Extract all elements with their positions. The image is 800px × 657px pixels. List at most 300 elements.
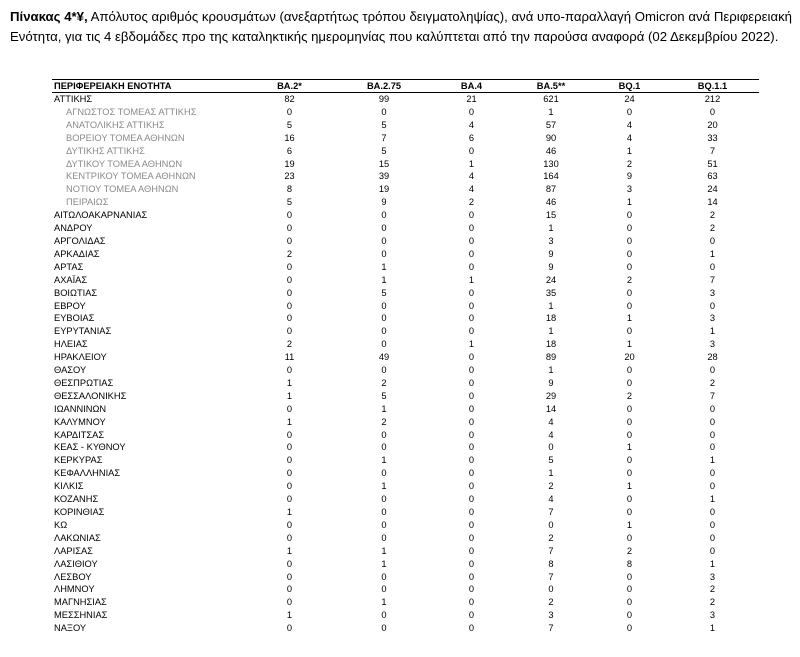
value-cell: 3 <box>709 571 716 582</box>
region-cell: ΚΕΡΚΥΡΑΣ <box>54 455 103 466</box>
region-cell: ΑΡΚΑΔΙΑΣ <box>54 248 100 259</box>
table-header <box>52 80 759 93</box>
region-cell: ΛΕΣΒΟΥ <box>54 571 92 582</box>
value-cell: 2 <box>548 532 554 543</box>
value-cell: 1 <box>286 507 293 517</box>
value-cell: 7 <box>548 545 554 556</box>
value-cell: 0 <box>468 545 475 556</box>
value-cell: 1 <box>709 248 716 259</box>
value-cell: 0 <box>709 442 716 453</box>
value-cell: 7 <box>548 507 554 517</box>
table-row <box>52 222 759 235</box>
value-cell: 0 <box>468 106 475 117</box>
value-cell: 14 <box>707 197 718 208</box>
value-cell: 4 <box>468 184 475 195</box>
value-cell: 0 <box>468 377 475 388</box>
value-cell: 8 <box>286 184 293 195</box>
header-ba275: BA.2.75 <box>334 80 434 93</box>
region-cell: ΛΑΚΩΝΙΑΣ <box>54 532 101 543</box>
value-cell: 0 <box>626 326 633 337</box>
value-cell: 0 <box>626 377 633 388</box>
table-row <box>52 261 759 274</box>
caption-label: Πίνακας 4*¥, <box>10 9 88 24</box>
value-cell: 0 <box>626 507 633 517</box>
region-cell: ΘΑΣΟΥ <box>54 365 87 376</box>
value-cell: 46 <box>545 197 557 208</box>
table-row <box>52 493 759 506</box>
value-cell: 1 <box>381 274 387 285</box>
value-cell: 18 <box>545 339 557 350</box>
value-cell: 1 <box>381 481 387 492</box>
value-cell: 0 <box>381 210 387 221</box>
value-cell: 20 <box>707 119 718 130</box>
value-cell: 8 <box>548 558 554 569</box>
value-cell: 0 <box>286 623 293 634</box>
value-cell: 1 <box>626 145 633 156</box>
value-cell: 0 <box>286 274 293 285</box>
value-cell: 9 <box>381 197 387 208</box>
region-cell: ΛΑΡΙΣΑΣ <box>54 545 93 556</box>
value-cell: 1 <box>381 403 387 414</box>
region-cell: ΚΟΖΑΝΗΣ <box>54 494 99 505</box>
value-cell: 0 <box>286 403 293 414</box>
value-cell: 5 <box>381 119 387 130</box>
table-row <box>52 300 759 313</box>
value-cell: 1 <box>548 326 554 337</box>
table-row <box>52 170 759 183</box>
value-cell: 2 <box>709 223 716 234</box>
value-cell: 3 <box>709 287 716 298</box>
table-row <box>52 519 759 532</box>
value-cell: 0 <box>709 261 716 272</box>
value-cell: 20 <box>624 352 635 363</box>
value-cell: 0 <box>381 365 387 376</box>
region-cell: ΚΕΦΑΛΛΗΝΙΑΣ <box>54 468 121 479</box>
region-cell: ΕΒΡΟΥ <box>54 300 86 311</box>
region-cell: ΛΑΣΙΘΙΟΥ <box>54 558 98 569</box>
value-cell: 1 <box>381 545 387 556</box>
table-row <box>52 196 759 209</box>
value-cell: 0 <box>626 416 633 427</box>
value-cell: 0 <box>468 481 475 492</box>
value-cell: 1 <box>286 545 293 556</box>
value-cell: 0 <box>548 519 554 530</box>
value-cell: 0 <box>381 623 387 634</box>
value-cell: 0 <box>286 468 293 479</box>
value-cell: 0 <box>468 610 475 621</box>
value-cell: 0 <box>286 584 293 595</box>
value-cell: 0 <box>626 455 633 466</box>
region-cell: ΝΟΤΙΟΥ ΤΟΜΕΑ ΑΘΗΝΩΝ <box>66 184 179 195</box>
value-cell: 8 <box>626 558 633 569</box>
value-cell: 5 <box>381 145 387 156</box>
value-cell: 6 <box>468 132 475 143</box>
region-cell: ΔΥΤΙΚΗΣ ΑΤΤΙΚΗΣ <box>66 145 145 156</box>
value-cell: 15 <box>545 210 557 221</box>
value-cell: 1 <box>626 197 633 208</box>
value-cell: 5 <box>548 455 554 466</box>
value-cell: 4 <box>548 494 554 505</box>
value-cell: 1 <box>709 623 716 634</box>
table-row <box>52 248 759 261</box>
value-cell: 63 <box>707 171 718 182</box>
value-cell: 0 <box>381 300 387 311</box>
value-cell: 0 <box>286 532 293 543</box>
table-row <box>52 312 759 325</box>
value-cell: 0 <box>286 597 293 608</box>
value-cell: 0 <box>468 597 475 608</box>
value-cell: 0 <box>381 326 387 337</box>
value-cell: 0 <box>626 261 633 272</box>
value-cell: 0 <box>709 507 716 517</box>
value-cell: 0 <box>286 365 293 376</box>
value-cell: 0 <box>626 571 633 582</box>
table-row <box>52 441 759 454</box>
value-cell: 0 <box>468 468 475 479</box>
header-bq1: BQ.1 <box>593 80 666 93</box>
table-row <box>52 235 759 248</box>
value-cell: 621 <box>543 94 559 104</box>
value-cell: 0 <box>468 558 475 569</box>
value-cell: 212 <box>704 94 721 104</box>
value-cell: 0 <box>626 235 633 246</box>
value-cell: 6 <box>286 145 293 156</box>
value-cell: 0 <box>381 429 387 440</box>
value-cell: 1 <box>381 261 387 272</box>
value-cell: 33 <box>707 132 718 143</box>
value-cell: 99 <box>378 94 390 104</box>
value-cell: 0 <box>626 106 633 117</box>
value-cell: 0 <box>468 507 475 517</box>
value-cell: 0 <box>709 545 716 556</box>
value-cell: 2 <box>709 210 716 221</box>
value-cell: 1 <box>381 558 387 569</box>
value-cell: 0 <box>381 519 387 530</box>
value-cell: 2 <box>626 390 633 401</box>
value-cell: 0 <box>468 390 475 401</box>
table-row <box>52 132 759 145</box>
value-cell: 0 <box>468 145 475 156</box>
value-cell: 3 <box>709 610 716 621</box>
value-cell: 1 <box>626 442 633 453</box>
value-cell: 0 <box>381 339 387 350</box>
value-cell: 0 <box>468 532 475 543</box>
value-cell: 16 <box>284 132 295 143</box>
value-cell: 5 <box>381 390 387 401</box>
value-cell: 1 <box>468 274 475 285</box>
value-cell: 87 <box>545 184 557 195</box>
table-row <box>52 183 759 196</box>
value-cell: 2 <box>626 158 633 169</box>
value-cell: 0 <box>468 326 475 337</box>
value-cell: 2 <box>709 377 716 388</box>
value-cell: 9 <box>548 261 554 272</box>
value-cell: 0 <box>626 300 633 311</box>
value-cell: 1 <box>548 365 554 376</box>
table-row <box>52 351 759 364</box>
region-cell: ΠΕΙΡΑΙΩΣ <box>66 197 109 208</box>
value-cell: 0 <box>468 210 475 221</box>
value-cell: 164 <box>543 171 559 182</box>
value-cell: 0 <box>286 223 293 234</box>
value-cell: 4 <box>626 132 633 143</box>
value-cell: 24 <box>624 94 635 104</box>
table-row <box>52 325 759 338</box>
value-cell: 0 <box>626 494 633 505</box>
value-cell: 0 <box>468 571 475 582</box>
value-cell: 1 <box>709 494 716 505</box>
value-cell: 0 <box>626 468 633 479</box>
value-cell: 0 <box>626 429 633 440</box>
value-cell: 0 <box>286 494 293 505</box>
table-row <box>52 622 759 635</box>
value-cell: 0 <box>468 235 475 246</box>
value-cell: 0 <box>626 287 633 298</box>
table-row <box>52 454 759 467</box>
value-cell: 0 <box>381 532 387 543</box>
table-row <box>52 596 759 609</box>
variant-cases-table <box>52 79 759 635</box>
value-cell: 24 <box>545 274 557 285</box>
table-row <box>52 609 759 622</box>
value-cell: 89 <box>545 352 557 363</box>
table-body <box>52 93 759 636</box>
value-cell: 0 <box>286 326 293 337</box>
header-ba5: BA.5** <box>509 80 593 93</box>
value-cell: 0 <box>468 287 475 298</box>
region-cell: ΚΩ <box>54 519 68 530</box>
value-cell: 0 <box>381 106 387 117</box>
table-row <box>52 338 759 351</box>
region-cell: ΚΙΛΚΙΣ <box>54 481 84 492</box>
value-cell: 4 <box>626 119 633 130</box>
value-cell: 0 <box>381 223 387 234</box>
table-caption <box>10 7 792 46</box>
value-cell: 0 <box>468 248 475 259</box>
value-cell: 2 <box>548 597 554 608</box>
header-ba2: BA.2* <box>245 80 334 93</box>
value-cell: 0 <box>286 313 293 324</box>
value-cell: 0 <box>381 313 387 324</box>
value-cell: 7 <box>709 274 716 285</box>
value-cell: 0 <box>286 235 293 246</box>
table-row <box>52 390 759 403</box>
region-cell: ΑΡΓΟΛΙΔΑΣ <box>54 235 106 246</box>
value-cell: 0 <box>709 532 716 543</box>
value-cell: 0 <box>286 287 293 298</box>
value-cell: 7 <box>548 623 554 634</box>
region-cell: ΑΡΤΑΣ <box>54 261 84 272</box>
value-cell: 19 <box>284 158 295 169</box>
region-cell: ΚΕΝΤΡΙΚΟΥ ΤΟΜΕΑ ΑΘΗΝΩΝ <box>66 171 196 182</box>
value-cell: 14 <box>545 403 557 414</box>
value-cell: 9 <box>548 377 554 388</box>
value-cell: 0 <box>709 106 716 117</box>
table-row <box>52 545 759 558</box>
value-cell: 0 <box>626 223 633 234</box>
value-cell: 0 <box>468 584 475 595</box>
table-row <box>52 119 759 132</box>
value-cell: 1 <box>709 558 716 569</box>
value-cell: 0 <box>468 313 475 324</box>
value-cell: 3 <box>709 339 716 350</box>
value-cell: 4 <box>548 416 554 427</box>
value-cell: 2 <box>709 597 716 608</box>
region-cell: ΚΑΡΔΙΤΣΑΣ <box>54 429 105 440</box>
value-cell: 0 <box>286 558 293 569</box>
value-cell: 0 <box>286 519 293 530</box>
value-cell: 0 <box>286 455 293 466</box>
value-cell: 90 <box>545 132 557 143</box>
value-cell: 0 <box>286 210 293 221</box>
value-cell: 0 <box>468 403 475 414</box>
table-row <box>52 287 759 300</box>
value-cell: 7 <box>709 145 716 156</box>
value-cell: 1 <box>286 377 293 388</box>
value-cell: 0 <box>381 468 387 479</box>
value-cell: 15 <box>378 158 390 169</box>
value-cell: 0 <box>709 429 716 440</box>
value-cell: 0 <box>626 584 633 595</box>
region-cell: ΑΝΔΡΟΥ <box>54 223 93 234</box>
value-cell: 0 <box>381 507 387 517</box>
region-cell: ΑΓΝΩΣΤΟΣ ΤΟΜΕΑΣ ΑΤΤΙΚΗΣ <box>66 106 197 117</box>
table-row <box>52 209 759 222</box>
value-cell: 39 <box>378 171 390 182</box>
value-cell: 0 <box>468 365 475 376</box>
value-cell: 1 <box>626 481 633 492</box>
value-cell: 29 <box>545 390 557 401</box>
value-cell: 0 <box>468 429 475 440</box>
region-cell: ΝΑΞΟΥ <box>54 623 87 634</box>
value-cell: 0 <box>286 571 293 582</box>
region-cell: ΒΟΙΩΤΙΑΣ <box>54 287 98 298</box>
value-cell: 0 <box>286 300 293 311</box>
value-cell: 2 <box>381 416 387 427</box>
value-cell: 9 <box>548 248 554 259</box>
value-cell: 0 <box>709 365 716 376</box>
region-cell: ΗΡΑΚΛΕΙΟΥ <box>54 352 107 363</box>
value-cell: 2 <box>626 274 633 285</box>
value-cell: 7 <box>709 390 716 401</box>
value-cell: 49 <box>378 352 390 363</box>
value-cell: 3 <box>709 313 716 324</box>
region-cell: ΘΕΣΠΡΩΤΙΑΣ <box>54 377 114 388</box>
value-cell: 5 <box>381 287 387 298</box>
header-bq11: BQ.1.1 <box>666 80 759 93</box>
value-cell: 1 <box>709 455 716 466</box>
value-cell: 0 <box>709 403 716 414</box>
table-row <box>52 558 759 571</box>
value-cell: 19 <box>378 184 390 195</box>
region-cell: ΑΧΑΪΑΣ <box>54 274 88 285</box>
value-cell: 2 <box>286 339 293 350</box>
value-cell: 2 <box>286 248 293 259</box>
value-cell: 0 <box>468 494 475 505</box>
value-cell: 0 <box>468 442 475 453</box>
value-cell: 4 <box>468 119 475 130</box>
value-cell: 21 <box>466 94 477 104</box>
header-ba4: BA.4 <box>434 80 509 93</box>
value-cell: 0 <box>548 584 554 595</box>
table-row <box>52 416 759 429</box>
value-cell: 1 <box>626 313 633 324</box>
value-cell: 9 <box>626 171 633 182</box>
value-cell: 2 <box>626 545 633 556</box>
table-row <box>52 145 759 158</box>
table-row <box>52 274 759 287</box>
value-cell: 0 <box>468 623 475 634</box>
value-cell: 1 <box>468 158 475 169</box>
table-row <box>52 571 759 584</box>
value-cell: 1 <box>548 468 554 479</box>
region-cell: ΔΥΤΙΚΟΥ ΤΟΜΕΑ ΑΘΗΝΩΝ <box>66 158 183 169</box>
region-cell: ΑΤΤΙΚΗΣ <box>54 94 93 104</box>
value-cell: 0 <box>626 248 633 259</box>
value-cell: 0 <box>626 610 633 621</box>
region-cell: ΘΕΣΣΑΛΟΝΙΚΗΣ <box>54 390 127 401</box>
value-cell: 4 <box>548 429 554 440</box>
value-cell: 0 <box>709 468 716 479</box>
value-cell: 2 <box>548 481 554 492</box>
value-cell: 0 <box>626 210 633 221</box>
table-row <box>52 583 759 596</box>
value-cell: 23 <box>284 171 295 182</box>
region-cell: ΜΑΓΝΗΣΙΑΣ <box>54 597 107 608</box>
value-cell: 0 <box>709 519 716 530</box>
region-cell: ΙΩΑΝΝΙΝΩΝ <box>54 403 107 414</box>
value-cell: 0 <box>381 584 387 595</box>
value-cell: 3 <box>626 184 633 195</box>
region-cell: ΚΑΛΥΜΝΟΥ <box>54 416 106 427</box>
table-row <box>52 364 759 377</box>
value-cell: 130 <box>543 158 559 169</box>
value-cell: 1 <box>381 455 387 466</box>
value-cell: 0 <box>468 455 475 466</box>
value-cell: 2 <box>468 197 475 208</box>
value-cell: 82 <box>284 94 295 104</box>
table-row <box>52 93 759 106</box>
region-cell: ΑΝΑΤΟΛΙΚΗΣ ΑΤΤΙΚΗΣ <box>66 119 165 130</box>
value-cell: 5 <box>286 197 293 208</box>
value-cell: 0 <box>709 481 716 492</box>
value-cell: 0 <box>286 429 293 440</box>
value-cell: 51 <box>707 158 718 169</box>
value-cell: 7 <box>381 132 387 143</box>
value-cell: 0 <box>468 519 475 530</box>
value-cell: 0 <box>286 106 293 117</box>
value-cell: 0 <box>381 571 387 582</box>
value-cell: 3 <box>548 235 554 246</box>
value-cell: 5 <box>286 119 293 130</box>
value-cell: 57 <box>545 119 557 130</box>
value-cell: 1 <box>626 519 633 530</box>
table-row <box>52 467 759 480</box>
region-cell: ΕΥΡΥΤΑΝΙΑΣ <box>54 326 112 337</box>
value-cell: 0 <box>381 235 387 246</box>
value-cell: 0 <box>626 532 633 543</box>
value-cell: 1 <box>286 390 293 401</box>
value-cell: 1 <box>548 300 554 311</box>
table-row <box>52 506 759 519</box>
value-cell: 1 <box>548 106 554 117</box>
value-cell: 0 <box>468 261 475 272</box>
value-cell: 0 <box>286 481 293 492</box>
table-row <box>52 106 759 119</box>
region-cell: ΛΗΜΝΟΥ <box>54 584 95 595</box>
value-cell: 0 <box>626 403 633 414</box>
value-cell: 28 <box>707 352 718 363</box>
